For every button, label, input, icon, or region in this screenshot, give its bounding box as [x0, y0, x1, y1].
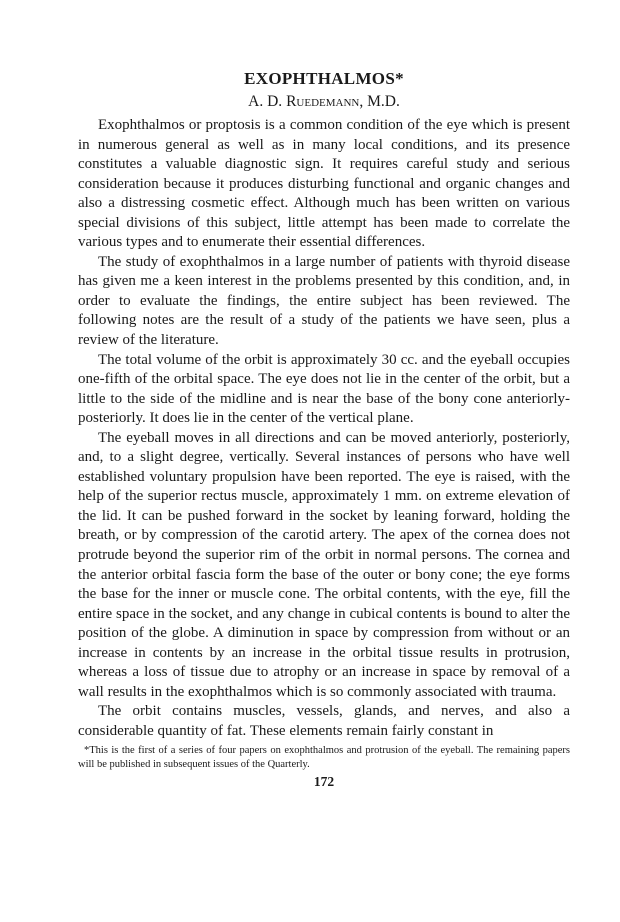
footnote: *This is the first of a series of four papers on exophthalmos and protrusion of the eyeball. The remaining papers will be published in subsequent issues of the Quarterly. [78, 744, 570, 770]
body-paragraph: The study of exophthalmos in a large number of patients with thyroid disease has given me a keen interest in the problems presented by this condition, and, in order to evaluate the findings, the entire subject has been reviewed. The following notes are the result of a study of the patients we have seen, plus a review of the literature. [78, 253, 570, 349]
article-author [78, 92, 570, 112]
article-title: EXOPHTHALMOS* [244, 69, 404, 88]
body-paragraph: The eyeball moves in all directions and can be moved anteriorly, posteriorly, and, to a slight degree, vertically. Several instances of persons who have well established voluntary propulsion have been reported. The eye is raised, with the help of the superior rectus muscle, approximately 1 mm. on extreme elevation of the lid. It can be pushed forward in the socket by leaning forward, holding the breath, or by compression of the carotid artery. The apex of the cornea does not protrude beyond the superior rim of the orbit in normal persons. The cornea and the anterior orbital fascia form the base of the outer or bony cone; the eye forms the base for the inner or muscle cone. The orbital contents, with the eye, fill the entire space in the socket, and any change in cubical contents is bound to alter the position of the globe. A diminution in space by compression from without or an increase in contents by an increase in the orbital tissue results in protrusion, whereas a loss of tissue due to atrophy or an increase in space by removal of a wall results in the exophthalmos which is so commonly associated with trauma. [78, 429, 570, 700]
author-degree: , M.D. [359, 93, 400, 110]
body-paragraph: The orbit contains muscles, vessels, glands, and nerves, and also a considerable quantity of fat. These elements remain fairly constant in [78, 703, 570, 739]
author-initials: A. D. [248, 93, 287, 110]
author-surname: Ruedemann [286, 93, 360, 110]
body-paragraph: Exophthalmos or proptosis is a common condition of the eye which is present in numerous general as well as in many local conditions, and its presence constitutes a valuable diagnostic sign. It requires careful study and serious consideration because it produces disturbing functional and organic changes and also a distressing cosmetic effect. Although much has been written on various special divisions of this subject, little attempt has been made to correlate the various types and to enumerate their essential differences. [78, 117, 570, 251]
article-page [78, 68, 570, 790]
page-number: 172 [313, 773, 335, 789]
article-body [78, 116, 570, 742]
body-paragraph: The total volume of the orbit is approximately 30 cc. and the eyeball occupies one-fifth of the orbital space. The eye does not lie in the center of the orbit, but a little to the side of the midline and is near the base of the bony cone anteriorly-posteriorly. It does lie in the center of the vertical plane. [78, 351, 570, 427]
